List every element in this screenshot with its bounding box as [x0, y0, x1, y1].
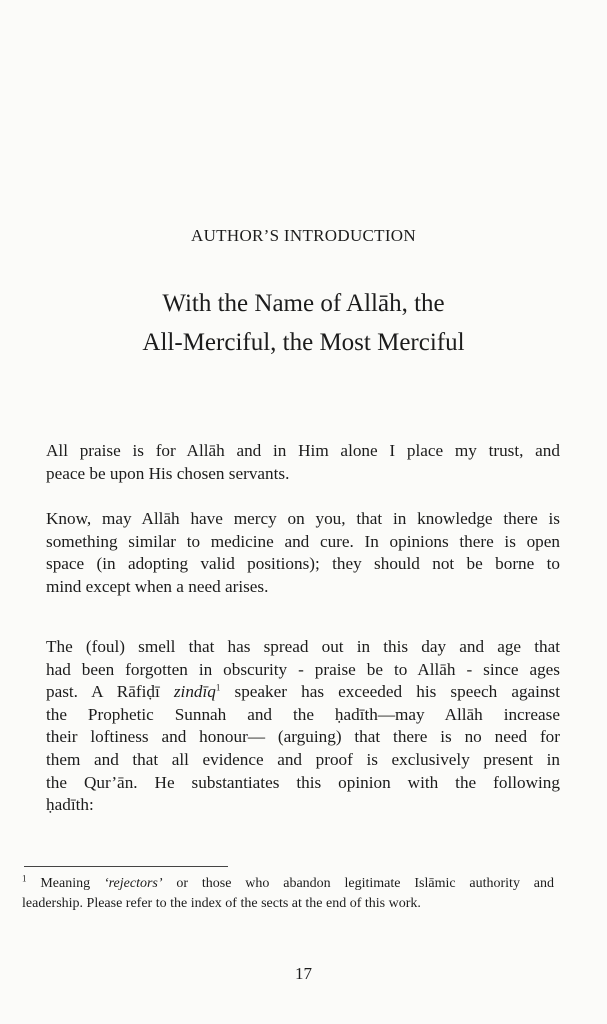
paragraph-2: [46, 508, 560, 598]
italic-term: ‘rejectors’: [103, 876, 163, 891]
footnote-reference[interactable]: 1: [215, 682, 221, 693]
text-line: peace be upon His chosen servants.: [46, 463, 290, 483]
text-line: The (foul) smell that has spread out in this day and age that: [46, 637, 560, 656]
paragraph-1: [46, 440, 560, 485]
text-line: mind except when a need arises.: [46, 576, 269, 596]
text-line: [46, 681, 560, 704]
footnote: [22, 874, 554, 914]
text-line: had been forgotten in obscurity - praise be to Allāh - since ages: [46, 659, 560, 679]
text-line: their loftiness and honour— (arguing) that there is no need for: [46, 727, 560, 747]
text-run: past. A Rāfiḍī: [46, 682, 174, 702]
italic-term: zindīq: [173, 682, 216, 702]
footnote-line: leadership. Please refer to the index of the sects at the end of this work.: [22, 896, 421, 911]
text-run: or those who abandon legitimate Islāmic authority and: [162, 876, 555, 891]
text-line: All praise is for Allāh and in Him alone I place my trust, and: [46, 441, 560, 460]
text-run: Meaning: [26, 876, 104, 891]
paragraph-3: [46, 636, 560, 817]
text-line: space (in adopting valid positions); they should not be borne to: [46, 554, 560, 574]
page-title: [0, 284, 607, 362]
page-number: 17: [295, 964, 312, 983]
footnote-divider: [24, 866, 228, 867]
footnote-marker: 1: [22, 873, 27, 884]
title-line: All-Merciful, the Most Merciful: [142, 329, 465, 356]
text-run: speaker has exceeded his speech against: [220, 682, 560, 702]
text-line: the Prophetic Sunnah and the ḥadīth—may Allāh increase: [46, 704, 560, 724]
text-line: Know, may Allāh have mercy on you, that in knowledge there is: [46, 509, 560, 528]
text-line: something similar to medicine and cure. In opinions there is open: [46, 531, 560, 551]
text-line: the Qur’ān. He substantiates this opinion with the following: [46, 772, 560, 792]
section-heading: AUTHOR’S INTRODUCTION: [191, 226, 416, 245]
title-line: With the Name of Allāh, the: [162, 290, 445, 317]
text-line: ḥadīth:: [46, 795, 94, 815]
text-line: them and that all evidence and proof is exclusively present in: [46, 749, 560, 769]
footnote-line: [22, 874, 554, 894]
